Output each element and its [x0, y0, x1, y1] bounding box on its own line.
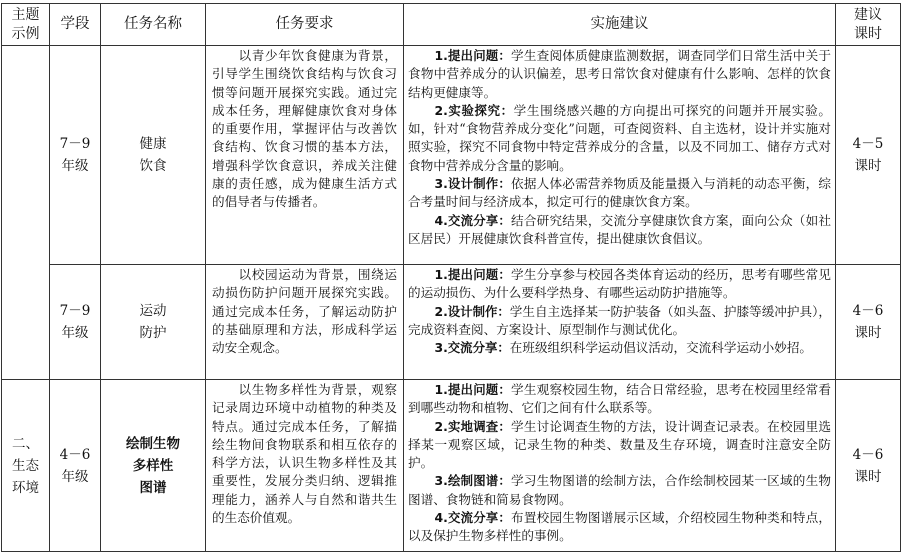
suggestion-text: 在班级组织科学运动倡议活动，交流科学运动小妙招。	[509, 340, 812, 356]
suggestion-cell	[404, 265, 836, 380]
suggestion-item	[408, 175, 831, 212]
theme-cell	[2, 380, 50, 552]
suggestion-label: 3.绘制图谱：	[434, 473, 512, 489]
task-table	[1, 3, 901, 552]
hours-cell	[836, 380, 901, 552]
suggestion-label: 1.提出问题：	[434, 48, 512, 63]
task-name-line3: 图谱	[139, 479, 167, 496]
theme-line1: 二、	[12, 435, 39, 452]
stage-line1: 4－6	[59, 446, 91, 463]
suggestion-label: 3.交流分享：	[434, 340, 510, 356]
suggestion-item	[408, 509, 831, 546]
suggestion-label: 2.实验探究：	[434, 102, 514, 118]
suggestion-text: 学生观察校园生物，结合日常经验，思考在校园里经常看到哪些动物和植物、它们之间有什么联系等。	[408, 382, 832, 416]
hours-line1: 4－6	[852, 446, 884, 463]
task-name-line1: 健康	[139, 136, 167, 152]
hours-line2: 课时	[854, 468, 882, 485]
header-theme	[2, 4, 50, 46]
requirement-text: 以校园运动为背景，围绕运动损伤防护问题开展探究实践。通过完成本任务，了解运动防护的基础原理和方法，形成科学运动安全观念。	[212, 267, 397, 356]
hours-line1: 4－6	[852, 303, 884, 319]
stage-cell	[50, 46, 101, 265]
suggestion-item	[408, 339, 831, 357]
suggestion-text: 结合研究结果，交流分享健康饮食方案，面向公众（如社区居民）开展健康饮食科普宣传，提出健康饮食倡议。	[408, 212, 832, 246]
suggestion-text: 学习生物图谱的绘制方法，合作绘制校园某一区域的生物图谱、食物链和简易食物网。	[408, 473, 832, 507]
suggestion-item	[408, 102, 831, 175]
suggestion-label: 3.设计制作：	[434, 176, 512, 192]
hours-cell	[836, 46, 901, 265]
requirement-cell	[206, 265, 404, 380]
suggestion-item	[408, 381, 831, 418]
hours-line2: 课时	[854, 158, 882, 174]
suggestion-label: 1.提出问题：	[434, 382, 512, 397]
stage-line1: 7－9	[59, 136, 91, 152]
hours-line1: 4－5	[852, 136, 884, 152]
suggestion-text: 学生自主选择某一防护装备（如头盔、护膝等缓冲护具），完成资料查阅、方案设计、原型制作与测试优化。	[408, 303, 831, 337]
suggestion-item	[408, 472, 831, 509]
table-header-row	[2, 4, 901, 46]
suggestion-item	[408, 266, 831, 303]
theme-line2: 生态	[12, 457, 39, 474]
suggestion-text: 学生分享参与校园各类体育运动的经历，思考有哪些常见的运动损伤、为什么要科学热身、有哪些运动防护措施等。	[408, 267, 832, 301]
theme-line3: 环境	[12, 479, 39, 496]
stage-cell	[50, 380, 101, 552]
header-theme-line1: 主题	[11, 6, 40, 23]
suggestion-label: 2.实地调查：	[434, 418, 512, 434]
table-row	[2, 46, 901, 265]
header-suggestion: 实施建议	[404, 4, 836, 46]
table-row	[2, 380, 901, 552]
suggestion-text: 学生查阅体质健康监测数据，调查同学们日常生活中关于食物中营养成分的认识偏差，思考日常饮食对健康有什么影响、怎样的饮食结构更健康等。	[408, 48, 832, 100]
header-task-name: 任务名称	[101, 4, 206, 46]
suggestion-text: 依据人体必需营养物质及能量摄入与消耗的动态平衡，综合考量时间与经济成本，拟定可行的健康饮食方案。	[408, 176, 832, 210]
suggestion-cell	[404, 46, 836, 265]
hours-cell	[836, 265, 901, 380]
task-name-cell	[101, 380, 206, 552]
suggestion-text: 布置校园生物图谱展示区域，介绍校园生物种类和特点，以及保护生物多样性的事例。	[408, 510, 832, 544]
stage-line2: 年级	[61, 158, 89, 174]
requirement-text: 以生物多样性为背景，观察记录周边环境中动植物的种类及特点。通过完成本任务，了解描绘生物间食物联系和相互依存的科学方法，认识生物多样性及其重要性，发展分类归纳、逻辑推理能力，涵养人与自然和谐共生的生态价值观。	[212, 382, 397, 526]
suggestion-label: 4.交流分享：	[434, 510, 512, 526]
task-name-cell	[101, 46, 206, 265]
header-hours-line2: 课时	[854, 25, 882, 42]
table-row	[2, 265, 901, 380]
suggestion-item	[408, 212, 831, 249]
suggestion-label: 2.设计制作：	[434, 303, 510, 319]
stage-cell	[50, 265, 101, 380]
requirement-text: 以青少年饮食健康为背景，引导学生围绕饮食结构与饮食习惯等问题开展探究实践。通过完成本任务，理解健康饮食对身体的重要作用，掌握评估与改善饮食结构、饮食习惯的基本方法，增强科学饮食意识，养成关注健康的责任感，成为健康生活方式的倡导者与传播者。	[212, 48, 397, 210]
requirement-cell	[206, 46, 404, 265]
task-name-line2: 饮食	[139, 158, 167, 174]
suggestion-text: 学生围绕感兴趣的方向提出可探究的问题并开展实验。如，针对“食物营养成分变化”问题，可查阅资料、自主选材，设计并实施对照实验，探究不同食物中特定营养成分的含量，以及不同加工、储存方式对食物中营养成分含量的影响。	[408, 102, 831, 173]
stage-line2: 年级	[61, 325, 89, 341]
task-name-line2: 多样性	[132, 457, 174, 474]
stage-line2: 年级	[61, 468, 89, 485]
hours-line2: 课时	[854, 325, 882, 341]
suggestion-item	[408, 47, 831, 102]
suggestion-item	[408, 418, 831, 473]
header-stage: 学段	[50, 4, 101, 46]
header-hours-line1: 建议	[854, 6, 882, 23]
header-hours	[836, 4, 901, 46]
suggestion-cell	[404, 380, 836, 552]
suggestion-label: 1.提出问题：	[434, 267, 512, 282]
suggestion-item	[408, 303, 831, 340]
stage-line1: 7－9	[59, 303, 91, 319]
task-name-line1: 运动	[139, 303, 167, 319]
header-theme-line2: 示例	[11, 25, 40, 42]
suggestion-label: 4.交流分享：	[434, 212, 512, 228]
task-name-line1: 绘制生物	[126, 435, 180, 452]
theme-cell-empty	[2, 46, 50, 380]
task-name-cell	[101, 265, 206, 380]
suggestion-text: 学生讨论调查生物的方法，设计调查记录表。在校园里选择某一观察区域，记录生物的种类、数量及生存环境，调查时注意安全防护。	[408, 418, 832, 471]
header-requirement: 任务要求	[206, 4, 404, 46]
task-name-line2: 防护	[139, 325, 167, 341]
requirement-cell	[206, 380, 404, 552]
